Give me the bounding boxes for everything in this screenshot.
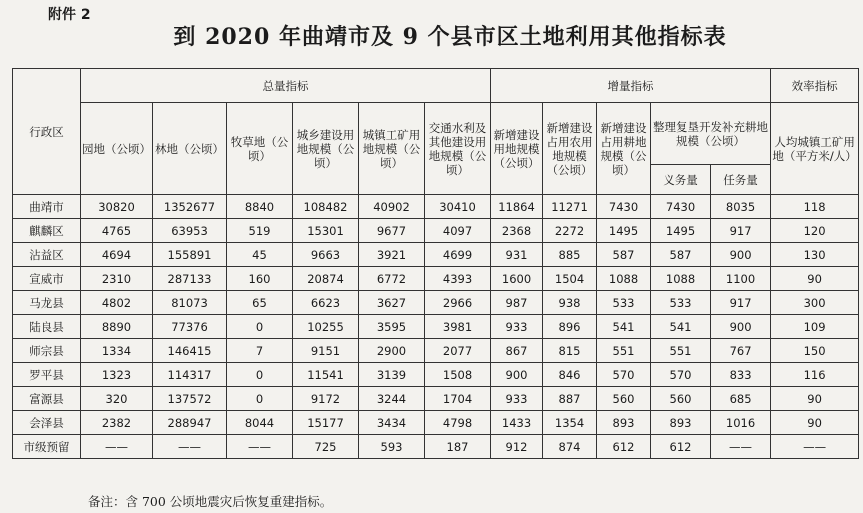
value-cell: 9172 <box>293 387 359 411</box>
value-cell: 116 <box>771 363 859 387</box>
value-cell: 90 <box>771 411 859 435</box>
header-total-group: 总量指标 <box>81 69 491 103</box>
value-cell: 917 <box>711 219 771 243</box>
value-cell: —— <box>153 435 227 459</box>
value-cell: 1354 <box>543 411 597 435</box>
value-cell: 1600 <box>491 267 543 291</box>
value-cell: 63953 <box>153 219 227 243</box>
value-cell: 90 <box>771 267 859 291</box>
table-row <box>13 291 859 315</box>
value-cell: —— <box>227 435 293 459</box>
value-cell: 40902 <box>359 195 425 219</box>
value-cell: 2368 <box>491 219 543 243</box>
value-cell: 519 <box>227 219 293 243</box>
value-cell: —— <box>711 435 771 459</box>
page-title: 到 2020 年曲靖市及 9 个县市区土地利用其他指标表 <box>173 24 727 50</box>
value-cell: 931 <box>491 243 543 267</box>
region-cell: 富源县 <box>13 387 81 411</box>
value-cell: 0 <box>227 315 293 339</box>
value-cell: 533 <box>597 291 651 315</box>
value-cell: 108482 <box>293 195 359 219</box>
value-cell: 9663 <box>293 243 359 267</box>
value-cell: 846 <box>543 363 597 387</box>
value-cell: 65 <box>227 291 293 315</box>
value-cell: 11541 <box>293 363 359 387</box>
table-row <box>13 195 859 219</box>
value-cell: 900 <box>711 243 771 267</box>
value-cell: 725 <box>293 435 359 459</box>
value-cell: 3627 <box>359 291 425 315</box>
value-cell: 560 <box>597 387 651 411</box>
value-cell: 593 <box>359 435 425 459</box>
value-cell: 4699 <box>425 243 491 267</box>
header-transport-water: 交通水利及其他建设用地规模（公顷） <box>425 103 491 195</box>
footnote: 备注：含 700 公顷地震灾后恢复重建指标。 <box>88 494 333 509</box>
value-cell: 1334 <box>81 339 153 363</box>
value-cell: 9677 <box>359 219 425 243</box>
value-cell: 917 <box>711 291 771 315</box>
value-cell: 1504 <box>543 267 597 291</box>
value-cell: 150 <box>771 339 859 363</box>
annex-label: 附件 2 <box>48 7 91 23</box>
header-per-capita: 人均城镇工矿用地（平方米/人） <box>771 103 859 195</box>
value-cell: 1495 <box>597 219 651 243</box>
value-cell: 77376 <box>153 315 227 339</box>
header-pasture: 牧草地（公顷） <box>227 103 293 195</box>
value-cell: 8035 <box>711 195 771 219</box>
region-cell: 市级预留 <box>13 435 81 459</box>
value-cell: 130 <box>771 243 859 267</box>
value-cell: 933 <box>491 387 543 411</box>
value-cell: 893 <box>597 411 651 435</box>
value-cell: 587 <box>597 243 651 267</box>
value-cell: 15301 <box>293 219 359 243</box>
value-cell: 287133 <box>153 267 227 291</box>
value-cell: 2382 <box>81 411 153 435</box>
value-cell: 1352677 <box>153 195 227 219</box>
region-cell: 师宗县 <box>13 339 81 363</box>
header-new-cultivated: 新增建设占用耕地规模（公顷） <box>597 103 651 195</box>
header-town-mining: 城镇工矿用地规模（公顷） <box>359 103 425 195</box>
value-cell: 0 <box>227 363 293 387</box>
value-cell: 1508 <box>425 363 491 387</box>
value-cell: 160 <box>227 267 293 291</box>
header-forest: 林地（公顷） <box>153 103 227 195</box>
value-cell: 767 <box>711 339 771 363</box>
table-row <box>13 243 859 267</box>
value-cell: 81073 <box>153 291 227 315</box>
value-cell: 900 <box>491 363 543 387</box>
value-cell: 8840 <box>227 195 293 219</box>
value-cell: 685 <box>711 387 771 411</box>
value-cell: 551 <box>651 339 711 363</box>
value-cell: 4802 <box>81 291 153 315</box>
value-cell: 146415 <box>153 339 227 363</box>
value-cell: 2966 <box>425 291 491 315</box>
header-reclaim-group: 整理复垦开发补充耕地规模（公顷） <box>651 103 771 165</box>
value-cell: 541 <box>597 315 651 339</box>
value-cell: 867 <box>491 339 543 363</box>
value-cell: 3981 <box>425 315 491 339</box>
value-cell: 320 <box>81 387 153 411</box>
value-cell: 30410 <box>425 195 491 219</box>
value-cell: 3434 <box>359 411 425 435</box>
value-cell: 11271 <box>543 195 597 219</box>
value-cell: 541 <box>651 315 711 339</box>
value-cell: 7430 <box>597 195 651 219</box>
value-cell: 288947 <box>153 411 227 435</box>
header-region: 行政区 <box>13 69 81 195</box>
value-cell: 3244 <box>359 387 425 411</box>
value-cell: 187 <box>425 435 491 459</box>
header-new-farmland: 新增建设占用农用地规模（公顷） <box>543 103 597 195</box>
value-cell: 2310 <box>81 267 153 291</box>
value-cell: 533 <box>651 291 711 315</box>
value-cell: 833 <box>711 363 771 387</box>
value-cell: 1100 <box>711 267 771 291</box>
header-garden: 园地（公顷） <box>81 103 153 195</box>
value-cell: 560 <box>651 387 711 411</box>
table-row <box>13 411 859 435</box>
value-cell: 4765 <box>81 219 153 243</box>
value-cell: 118 <box>771 195 859 219</box>
header-task: 任务量 <box>711 165 771 195</box>
table-row <box>13 315 859 339</box>
value-cell: 612 <box>651 435 711 459</box>
value-cell: 3921 <box>359 243 425 267</box>
value-cell: 2272 <box>543 219 597 243</box>
value-cell: 2900 <box>359 339 425 363</box>
table-row <box>13 219 859 243</box>
value-cell: 0 <box>227 387 293 411</box>
region-cell: 沾益区 <box>13 243 81 267</box>
value-cell: 4097 <box>425 219 491 243</box>
value-cell: 1704 <box>425 387 491 411</box>
value-cell: 2077 <box>425 339 491 363</box>
value-cell: —— <box>81 435 153 459</box>
header-efficiency-group: 效率指标 <box>771 69 859 103</box>
value-cell: 893 <box>651 411 711 435</box>
value-cell: 11864 <box>491 195 543 219</box>
value-cell: 6772 <box>359 267 425 291</box>
value-cell: 3595 <box>359 315 425 339</box>
region-cell: 会泽县 <box>13 411 81 435</box>
value-cell: 10255 <box>293 315 359 339</box>
region-cell: 宣威市 <box>13 267 81 291</box>
value-cell: 551 <box>597 339 651 363</box>
region-cell: 麒麟区 <box>13 219 81 243</box>
value-cell: 1088 <box>651 267 711 291</box>
region-cell: 罗平县 <box>13 363 81 387</box>
value-cell: 15177 <box>293 411 359 435</box>
value-cell: 933 <box>491 315 543 339</box>
value-cell: 120 <box>771 219 859 243</box>
value-cell: 7 <box>227 339 293 363</box>
value-cell: 20874 <box>293 267 359 291</box>
value-cell: 815 <box>543 339 597 363</box>
value-cell: 109 <box>771 315 859 339</box>
region-cell: 陆良县 <box>13 315 81 339</box>
region-cell: 曲靖市 <box>13 195 81 219</box>
header-urban-rural: 城乡建设用地规模（公顷） <box>293 103 359 195</box>
value-cell: 887 <box>543 387 597 411</box>
value-cell: 1016 <box>711 411 771 435</box>
value-cell: 4798 <box>425 411 491 435</box>
value-cell: 896 <box>543 315 597 339</box>
value-cell: 3139 <box>359 363 425 387</box>
header-increment-group: 增量指标 <box>491 69 771 103</box>
table-row <box>13 339 859 363</box>
value-cell: 912 <box>491 435 543 459</box>
value-cell: 900 <box>711 315 771 339</box>
value-cell: 6623 <box>293 291 359 315</box>
table-row <box>13 267 859 291</box>
value-cell: 1088 <box>597 267 651 291</box>
table-row <box>13 435 859 459</box>
value-cell: 45 <box>227 243 293 267</box>
value-cell: 1323 <box>81 363 153 387</box>
value-cell: 1495 <box>651 219 711 243</box>
value-cell: 155891 <box>153 243 227 267</box>
value-cell: 612 <box>597 435 651 459</box>
header-new-construction: 新增建设用地规模（公顷） <box>491 103 543 195</box>
value-cell: 938 <box>543 291 597 315</box>
value-cell: 137572 <box>153 387 227 411</box>
value-cell: 1433 <box>491 411 543 435</box>
value-cell: 587 <box>651 243 711 267</box>
value-cell: 114317 <box>153 363 227 387</box>
value-cell: 570 <box>651 363 711 387</box>
value-cell: 4393 <box>425 267 491 291</box>
region-cell: 马龙县 <box>13 291 81 315</box>
value-cell: 90 <box>771 387 859 411</box>
table-row <box>13 387 859 411</box>
value-cell: 885 <box>543 243 597 267</box>
value-cell: 8890 <box>81 315 153 339</box>
value-cell: 300 <box>771 291 859 315</box>
table-row <box>13 363 859 387</box>
value-cell: 874 <box>543 435 597 459</box>
value-cell: —— <box>771 435 859 459</box>
value-cell: 570 <box>597 363 651 387</box>
value-cell: 987 <box>491 291 543 315</box>
header-obligation: 义务量 <box>651 165 711 195</box>
value-cell: 9151 <box>293 339 359 363</box>
value-cell: 8044 <box>227 411 293 435</box>
value-cell: 7430 <box>651 195 711 219</box>
indicator-table <box>12 68 859 459</box>
value-cell: 4694 <box>81 243 153 267</box>
value-cell: 30820 <box>81 195 153 219</box>
